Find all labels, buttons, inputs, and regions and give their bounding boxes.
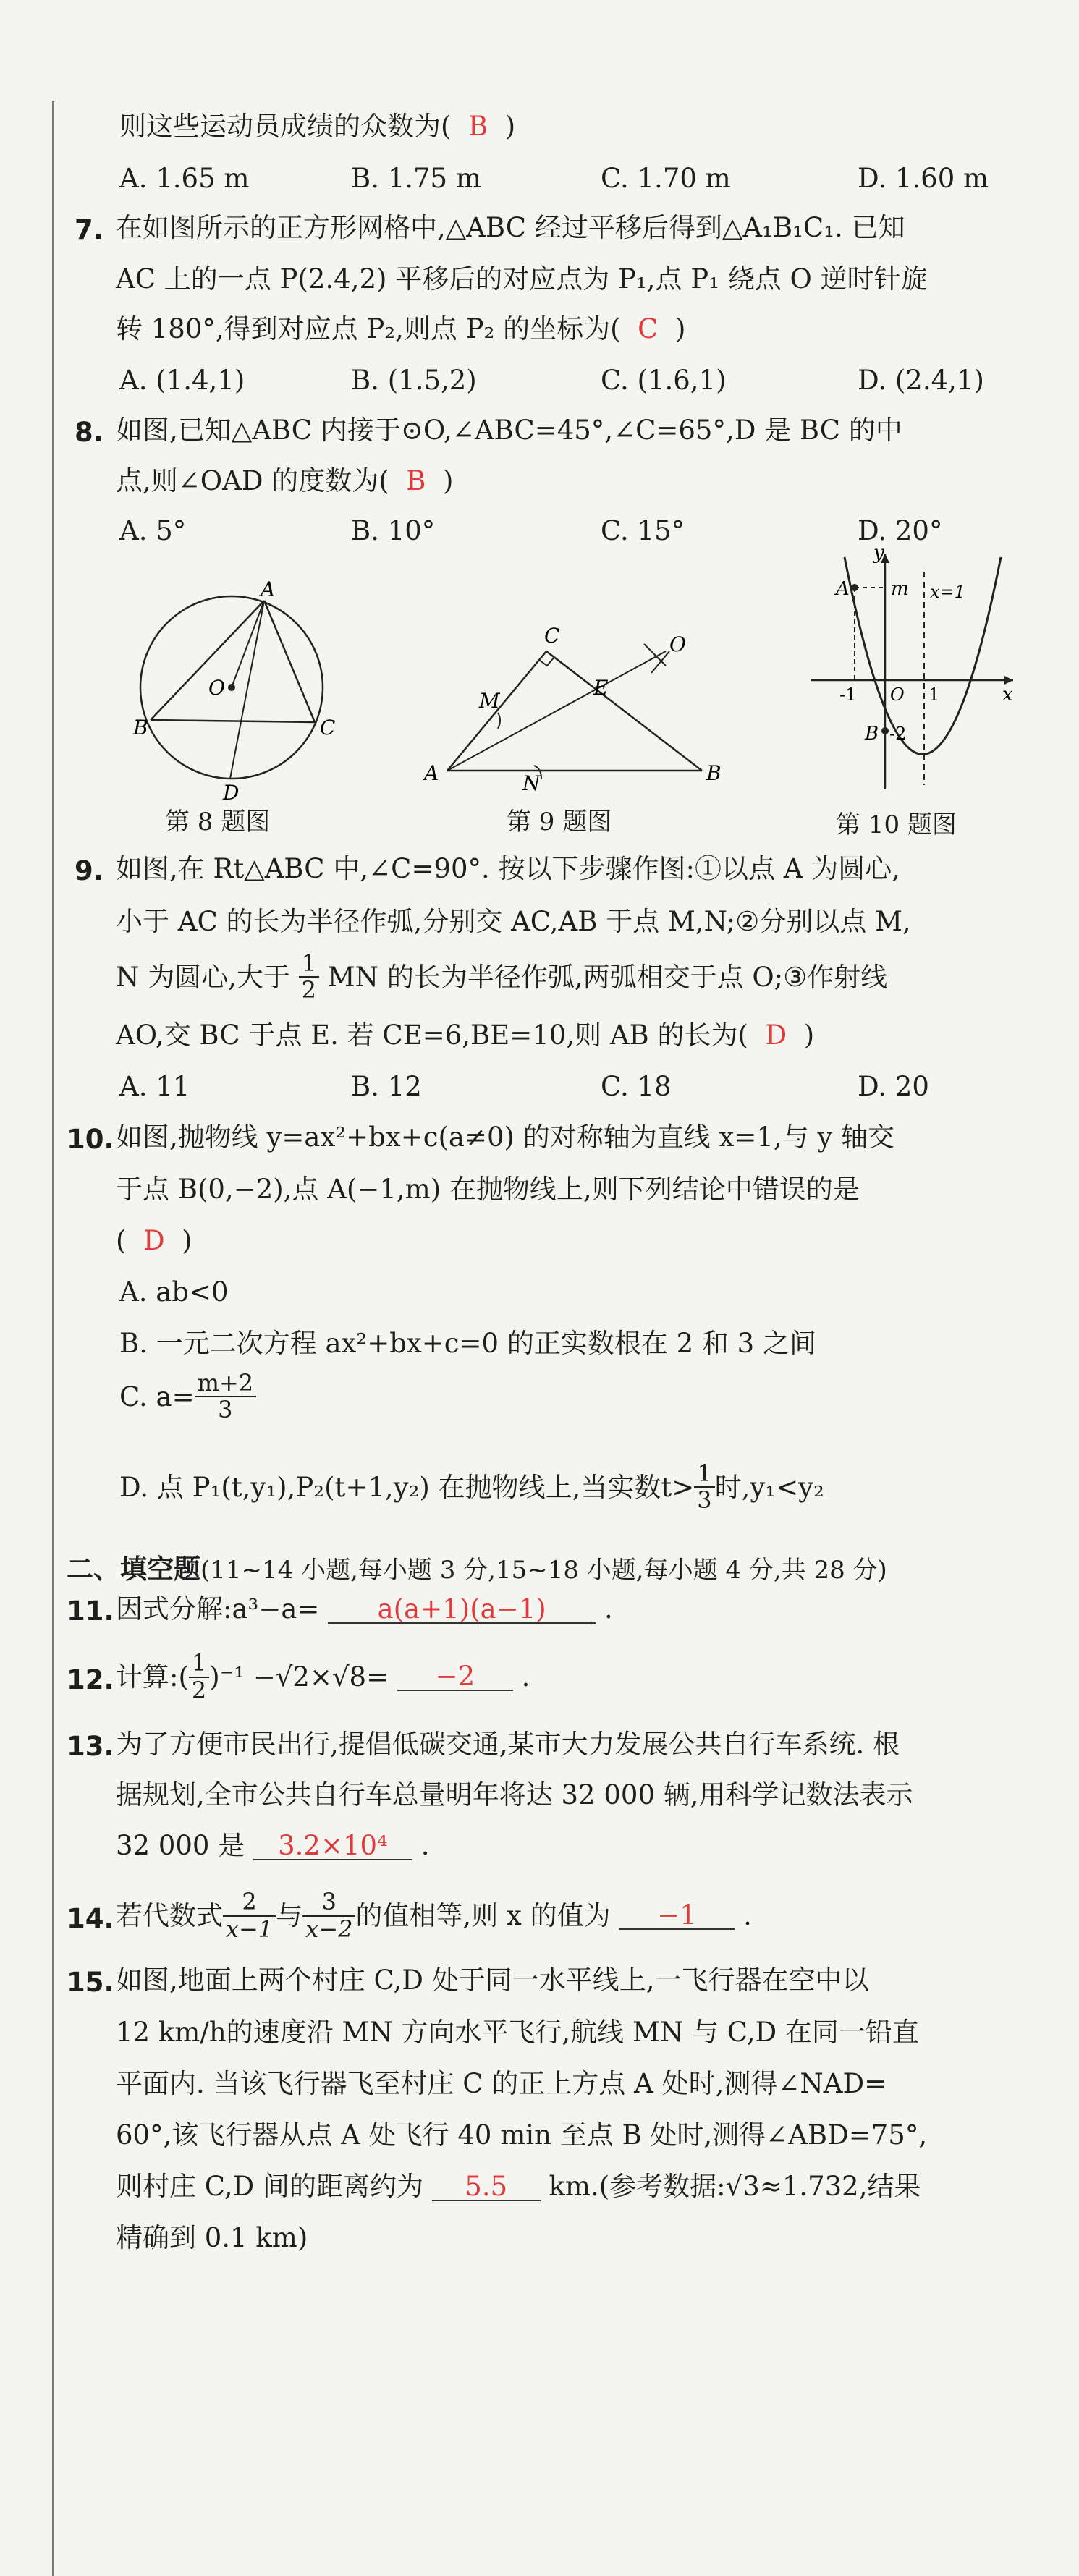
fig10-label-neg2: -2	[889, 724, 907, 744]
fig9-label-a: A	[424, 761, 439, 785]
q8-line1: 如图,已知△ABC 内接于⊙O,∠ABC=45°,∠C=65°,D 是 BC 的中	[116, 415, 902, 446]
q8-answer: B	[406, 465, 426, 496]
q7-option-b: B. (1.5,2)	[351, 365, 477, 396]
q12-line: 计算:( $\frac{1}{2}$ )⁻¹ −√2×√8= −2 .	[116, 1649, 530, 1704]
q9-option-a: A. 11	[119, 1071, 190, 1102]
q6-option-c: C. 1.70 m	[601, 163, 731, 194]
q8-option-d: D. 20°	[858, 515, 943, 546]
q15-line4: 60°,该飞行器从点 A 处飞行 40 min 至点 B 处时,测得∠ABD=75°,	[116, 2119, 928, 2151]
q6-option-b: B. 1.75 m	[351, 163, 481, 194]
q7-option-d: D. (2.4,1)	[858, 365, 984, 396]
fig10-label-axis: x=1	[930, 582, 965, 602]
fig9-label-c: C	[544, 624, 560, 648]
fig10-label-m: m	[891, 578, 909, 600]
q8-option-c: C. 15°	[601, 515, 685, 546]
q14-answer: −1	[619, 1902, 735, 1930]
q12-answer: −2	[397, 1663, 513, 1691]
q13-line2: 据规划,全市公共自行车总量明年将达 32 000 辆,用科学记数法表示	[116, 1779, 913, 1810]
q9-option-d: D. 20	[858, 1071, 929, 1102]
fig8-label-c: C	[320, 716, 336, 740]
q7-line1: 在如图所示的正方形网格中,△ABC 经过平移后得到△A₁B₁C₁. 已知	[116, 212, 905, 243]
q9-option-b: B. 12	[351, 1071, 422, 1102]
fig9-label-m: M	[479, 689, 500, 713]
q10-option-b: B. 一元二次方程 ax²+bx+c=0 的正实数根在 2 和 3 之间	[119, 1328, 816, 1359]
fig10-label-y: y	[873, 543, 884, 564]
q7-answer: C	[638, 313, 659, 344]
q9-line4: AO,交 BC 于点 E. 若 CE=6,BE=10,则 AB 的长为( D )	[116, 1020, 815, 1051]
fig9-label-b: B	[706, 761, 722, 785]
fig8-label-a: A	[261, 579, 276, 601]
q8-option-a: A. 5°	[119, 515, 187, 546]
q10-answer: D	[143, 1225, 165, 1256]
fig10-caption: 第 10 题图	[836, 810, 957, 839]
q9-answer: D	[765, 1020, 787, 1051]
fig10-label-b: B	[865, 723, 879, 745]
q15-number: 15.	[67, 1967, 114, 1998]
q15-line3: 平面内. 当该飞行器飞至村庄 C 的正上方点 A 处时,测得∠NAD=	[116, 2068, 887, 2099]
q9-line3: N 为圆心,大于 $\frac{1}{2}$ MN 的长为半径作弧,两弧相交于点 O;③作射线	[116, 949, 888, 1004]
q9-line2: 小于 AC 的长为半径作弧,分别交 AC,AB 于点 M,N;②分别以点 M,	[116, 906, 911, 937]
figure-8	[130, 579, 362, 803]
q11-line: 因式分解:a³−a= a(a+1)(a−1) .	[116, 1593, 613, 1624]
fig9-label-e: E	[593, 676, 609, 700]
q12-number: 12.	[67, 1664, 114, 1695]
fig10-label-a: A	[836, 578, 850, 600]
q13-answer: 3.2×10⁴	[253, 1832, 412, 1860]
q9-number: 9.	[75, 855, 103, 886]
fig10-label-one: 1	[928, 685, 940, 705]
q9-option-c: C. 18	[601, 1071, 672, 1102]
q6-stem: 则这些运动员成绩的众数为( B )	[119, 111, 516, 142]
q10-option-a: A. ab<0	[119, 1276, 229, 1308]
left-margin-line	[52, 101, 54, 2576]
q11-number: 11.	[67, 1596, 114, 1627]
q10-line1: 如图,抛物线 y=ax²+bx+c(a≠0) 的对称轴为直线 x=1,与 y 轴交	[116, 1122, 895, 1153]
q6-answer: B	[467, 111, 488, 142]
q10-option-d: D. 点 P₁(t,y₁),P₂(t+1,y₂) 在抛物线上,当实数t> $\frac{1}{3}$ 时,y₁<y₂	[119, 1459, 824, 1514]
figure-9	[412, 622, 731, 796]
q13-line3: 32 000 是 3.2×10⁴ .	[116, 1830, 430, 1861]
fig8-label-b: B	[133, 716, 148, 740]
q7-option-a: A. (1.4,1)	[119, 365, 245, 396]
fig9-label-n: N	[522, 771, 541, 795]
q13-number: 13.	[67, 1731, 114, 1762]
q15-line2: 12 km/h的速度沿 MN 方向水平飞行,航线 MN 与 C,D 在同一铅直	[116, 2017, 919, 2048]
fig9-label-o: O	[669, 632, 686, 656]
q13-line1: 为了方便市民出行,提倡低碳交通,某市大力发展公共自行车系统. 根	[116, 1729, 900, 1760]
q7-number: 7.	[75, 214, 103, 245]
q10-line3: ( D )	[116, 1225, 192, 1256]
q15-line5: 则村庄 C,D 间的距离约为 5.5 km.(参考数据:√3≈1.732,结果	[116, 2171, 921, 2202]
fig10-label-o: O	[890, 685, 905, 705]
figure-10	[807, 543, 1024, 796]
q11-answer: a(a+1)(a−1)	[328, 1596, 596, 1624]
q10-option-c: C. a= $\frac{m+2}{3}$	[119, 1364, 256, 1429]
q14-number: 14.	[67, 1903, 114, 1934]
fig8-label-d: D	[223, 781, 240, 803]
fig9-caption: 第 9 题图	[507, 808, 612, 836]
q15-line1: 如图,地面上两个村庄 C,D 处于同一水平线上,一飞行器在空中以	[116, 1965, 869, 1996]
fig8-label-o: O	[208, 676, 225, 700]
q10-number: 10.	[67, 1124, 114, 1155]
fig8-caption: 第 8 题图	[165, 808, 271, 836]
q7-line3: 转 180°,得到对应点 P₂,则点 P₂ 的坐标为( C )	[116, 313, 686, 344]
q7-line2: AC 上的一点 P(2.4,2) 平移后的对应点为 P₁,点 P₁ 绕点 O 逆时针旋	[116, 263, 928, 295]
q10-line2: 于点 B(0,−2),点 A(−1,m) 在抛物线上,则下列结论中错误的是	[116, 1174, 860, 1205]
q8-line2: 点,则∠OAD 的度数为( B )	[116, 465, 454, 496]
q14-line: 若代数式 $\frac{2}{x-1}$ 与 $\frac{3}{x-2}$ 的值相等,则 x 的值为 −1 .	[116, 1888, 752, 1943]
q15-line6: 精确到 0.1 km)	[116, 2222, 308, 2253]
fig10-label-x: x	[1002, 684, 1013, 706]
q7-option-c: C. (1.6,1)	[601, 365, 727, 396]
fig10-label-neg1: -1	[839, 685, 857, 705]
q15-answer: 5.5	[432, 2173, 541, 2201]
q9-line1: 如图,在 Rt△ABC 中,∠C=90°. 按以下步骤作图:①以点 A 为圆心,	[116, 853, 901, 884]
q8-number: 8.	[75, 417, 103, 448]
section2-heading: 二、填空题(11~14 小题,每小题 3 分,15~18 小题,每小题 4 分,共 28 分)	[67, 1554, 887, 1585]
q8-option-b: B. 10°	[351, 515, 436, 546]
q6-option-a: A. 1.65 m	[119, 163, 250, 194]
q6-option-d: D. 1.60 m	[858, 163, 989, 194]
